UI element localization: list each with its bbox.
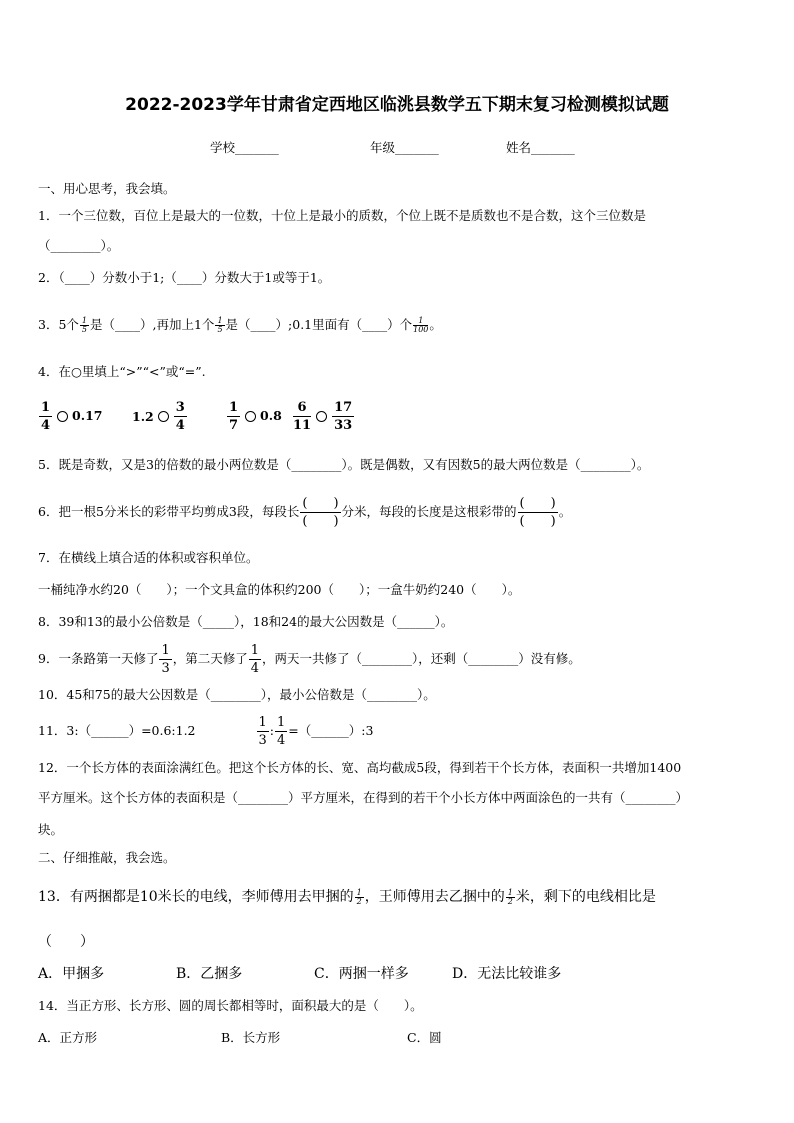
fraction-denominator: 33 [334,418,353,433]
fraction-one-third [159,642,171,677]
question-12-line-2: 平方厘米。这个长方体的表面积是（________）平方厘米，在得到的若干个小长方体中两面涂色的一共有（________） [38,790,689,805]
question-9 [38,639,581,679]
fraction-numerator: 1 [258,715,267,730]
fraction-numerator: ( ) [302,496,339,511]
fraction-denominator: 11 [293,418,312,433]
fraction-numerator: 1 [161,643,170,658]
fraction [227,399,240,434]
school-field: 学校_______ [210,140,279,155]
option-13-d[interactable]: D．无法比较谁多 [452,966,562,982]
fraction-denominator: 4 [250,661,260,676]
compare-value: 1.2 [132,409,154,424]
fraction-one-fourth [275,714,287,749]
fraction-one-half [506,889,515,906]
fraction-blank [300,495,340,530]
fraction-denominator: 100 [413,325,429,334]
question-9-text-3: ，两天一共修了（________），还剩（________）没有修。 [262,651,581,666]
question-4: 4．在○里填上“>”“<”或“=”. [38,364,206,379]
fraction-numerator: 1 [217,316,223,325]
option-13-a[interactable]: A．甲捆多 [38,966,105,982]
ratio-colon: : [269,723,275,738]
question-6-text-3: 。 [558,504,572,519]
fraction-denominator: 4 [41,418,51,433]
question-13-answer-paren: （ ） [38,934,94,950]
compare-circle[interactable] [158,411,169,422]
section-1-heading: 一、用心思考，我会填。 [38,181,176,196]
fraction-numerator: 1 [41,400,51,415]
fraction-blank [518,495,558,530]
fraction-denominator: 2 [356,896,362,906]
question-3-text-2: 是（____）,再加上1个 [90,317,215,332]
option-14-c[interactable]: C．圆 [407,1030,442,1045]
fraction-denominator: 5 [217,325,223,334]
fraction-numerator: ( ) [519,496,556,511]
question-13-text-2: ，王师傅用去乙捆中的 [364,889,505,905]
question-8: 8．39和13的最小公倍数是（_____），18和24的最大公因数是（______）。 [38,614,454,629]
compare-item-2 [132,399,188,434]
question-12-line-3: 块。 [38,822,64,837]
compare-value: 0.8 [260,408,282,423]
question-7-sub: 一桶纯净水约20（ ）；一个文具盒的体积约200（ ）；一盒牛奶约240（ ）。 [38,582,521,597]
fraction-numerator: 1 [81,316,87,325]
fraction-numerator: 6 [293,399,311,417]
fraction-one-third [257,714,269,749]
fraction-denominator: ( ) [519,514,556,529]
question-13-text-3: 米，剩下的电线相比是 [515,889,656,905]
compare-circle[interactable] [245,411,256,422]
fraction-one-hundredth [413,317,428,334]
fraction-denominator: 5 [81,325,87,334]
question-9-text-1: 9．一条路第一天修了 [38,651,159,666]
fraction-numerator: 3 [175,400,185,415]
fraction-numerator: 1 [507,887,513,897]
fraction-denominator: 7 [229,418,239,433]
fraction-one-fifth [80,317,89,334]
question-3 [38,312,442,338]
question-2: 2．（____）分数小于1;（____）分数大于1或等于1。 [38,270,331,285]
fraction-one-fifth [215,317,224,334]
fraction [39,399,52,434]
compare-item-4 [292,399,355,434]
question-11-part-2: =（______）:3 [288,723,374,738]
question-5: 5．既是奇数，又是3的倍数的最小两位数是（________）。既是偶数，又有因数5的最大两位数是（________）。 [38,457,650,472]
question-13-text-1: 13．有两捆都是10米长的电线，李师傅用去甲捆的 [38,889,354,905]
option-13-c[interactable]: C．两捆一样多 [314,966,409,982]
fraction-numerator: 1 [413,317,428,326]
question-3-text-1: 3．5个 [38,317,79,332]
option-14-b[interactable]: B．长方形 [221,1030,281,1045]
fraction-denominator: 3 [258,733,267,748]
fraction-denominator: 4 [175,418,185,433]
question-9-text-2: ，第二天修了 [172,651,248,666]
fraction-one-half [355,889,364,906]
section-2-heading: 二、仔细推敲，我会选。 [38,850,176,865]
option-14-a[interactable]: A．正方形 [38,1030,98,1045]
question-6 [38,492,571,532]
fraction-numerator: 1 [277,715,286,730]
fraction-one-fourth [249,642,261,677]
fraction-numerator: 17 [334,400,353,415]
question-12-line-1: 12．一个长方体的表面涂满红色。把这个长方体的长、宽、高均截成5段，得到若干个长方体，表面积一共增加1400 [38,760,682,775]
page-title: 2022-2023学年甘肃省定西地区临洮县数学五下期末复习检测模拟试题 [125,95,669,115]
fraction-denominator: 3 [161,661,170,676]
question-10: 10．45和75的最大公因数是（________），最小公倍数是（________）。 [38,687,436,702]
question-14: 14．当正方形、长方形、圆的周长都相等时，面积最大的是（ ）。 [38,998,423,1013]
compare-value: 0.17 [72,408,103,423]
fraction-denominator: 4 [277,733,286,748]
question-7: 7．在横线上填合适的体积或容积单位。 [38,550,259,565]
fraction [332,399,354,434]
fraction [174,399,187,434]
name-field: 姓名_______ [506,140,575,155]
question-1-line-1: 1．一个三位数，百位上是最大的一位数，十位上是最小的质数，个位上既不是质数也不是合数，这个三位数是 [38,208,646,223]
question-13 [38,884,656,910]
fraction [293,399,311,434]
compare-item-1 [38,399,103,434]
fraction-numerator: 1 [250,643,260,658]
option-13-b[interactable]: B．乙捆多 [176,966,243,982]
compare-circle[interactable] [316,411,327,422]
fraction-numerator: 1 [356,887,362,897]
question-6-text-1: 6．把一根5分米长的彩带平均剪成3段，每段长 [38,504,300,519]
fraction-denominator: 2 [507,896,513,906]
fraction-denominator: ( ) [302,514,339,529]
question-11-part-1: 11．3:（______）=0.6:1.2 [38,723,196,738]
compare-item-3 [226,399,282,434]
question-3-text-3: 是（____）;0.1里面有（____）个 [225,317,413,332]
question-1-line-2: （________）。 [38,238,120,253]
question-11 [38,711,373,751]
fraction-numerator: 1 [229,400,239,415]
question-3-text-4: 。 [429,317,442,332]
compare-circle[interactable] [57,411,68,422]
question-6-text-2: 分米，每段的长度是这根彩带的 [341,504,517,519]
grade-field: 年级_______ [370,140,439,155]
